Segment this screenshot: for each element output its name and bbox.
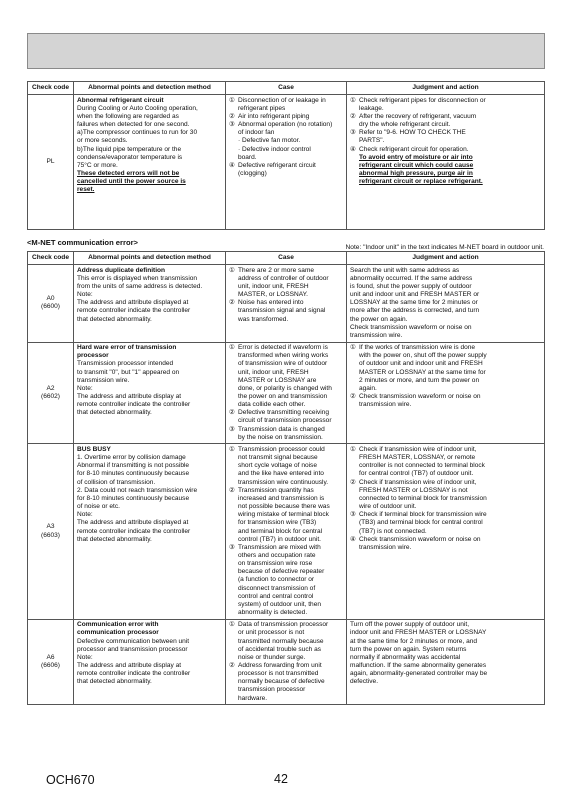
table-header-row <box>28 82 545 95</box>
action-item: ④ Check refrigerant circuit for operation. <box>350 145 469 153</box>
case-list <box>229 344 343 442</box>
action-item: ① Check if transmission wire of indoor unit, FRESH MASTER, LOSSNAY, or remote controller is not connected to terminal block for central control (TB7) of outdoor unit. <box>350 445 485 478</box>
check-code: A6 (6606) <box>28 619 74 705</box>
case-item: ① There are 2 or more same address of controller of outdoor unit, indoor unit, FRESH MASTER, or LOSSNAY. <box>229 266 329 299</box>
action-item: ② After the recovery of refrigerant, vacuum dry the whole refrigerant circuit. <box>350 112 477 129</box>
case-list <box>229 446 343 617</box>
method-body: Defective communication between unit processor and transmission processor Note: The address and attribute display at remote controller indicate the controller that detected abnormality. <box>77 637 191 686</box>
case-item: ① Error is detected if waveform is transformed when wiring works of transmission wire of outdoor unit, indoor unit, FRESH MASTER or LOSSNAY are done, or polarity is changed with the power on and transmission data collide each other. <box>229 344 332 409</box>
case-item: ① Disconnection of or leakage in refrigerant pipes <box>229 96 326 112</box>
section-title: <M-NET communication error> <box>27 238 138 247</box>
header-band <box>27 33 545 69</box>
method-title: BUS BUSY <box>77 445 111 453</box>
method-body: During Cooling or Auto Cooling operation, when the following are regarded as failures when detected for one second. a)The compressor continues to run for 30 or more seconds. b)The liquid pipe temperature or the condense/evaporator temperature is 75°C or more. <box>77 104 198 169</box>
case-item: ① Data of transmission processor or unit processor is not transmitted normally because of accidental trouble such as noise or thunder surge. <box>229 621 329 661</box>
header-case: Case <box>226 82 347 95</box>
case-item: ④ Defective refrigerant circuit (clogging) <box>229 161 316 178</box>
action-text: Turn off the power supply of outdoor unit, indoor unit and FRESH MASTER or LOSSNAY at the same time for 2 minutes or more, and turn the power on again. System returns normally if abnormality was accidental malfunction. If the same abnormality generates again, abnormality-generated controller may be defective. <box>350 621 488 686</box>
case-item: ③ Transmission data is changed by the noise on transmission. <box>229 425 325 441</box>
method-title: Hard ware error of transmission processor <box>77 344 177 360</box>
method-warning: These detected errors will not be cancelled until the power source is reset. <box>77 170 186 194</box>
pl-error-table <box>27 81 545 230</box>
method-body: Transmission processor intended to transmit "0", but "1" appeared on transmission wire. Note: The address and attribute display at remote controller indicate the controller that detected abnormality. <box>77 360 191 417</box>
action-item: ① Check refrigerant pipes for disconnection or leakage. <box>350 96 486 112</box>
header-judgment: Judgment and action <box>347 252 545 265</box>
method-body: This error is displayed when transmission from the units of same address is detected. Note: The address and attribute displayed at remote controller indicate the controller that detected abnormality. <box>77 274 203 323</box>
section-note: Note: "Indoor unit" in the text indicates M-NET board in outdoor unit. <box>345 244 544 251</box>
page-number: 42 <box>274 772 288 786</box>
case-item: ② Address forwarding from unit processor is not transmitted normally because of defective transmission processor hardware. <box>229 662 325 702</box>
method-title: Address duplicate definition <box>77 266 166 274</box>
method-title: Abnormal refrigerant circuit <box>77 96 164 104</box>
table-header-row <box>28 252 545 265</box>
mnet-error-table <box>27 251 545 705</box>
action-item: ② Check transmission waveform or noise on transmission wire. <box>350 393 481 409</box>
case-list <box>229 621 343 703</box>
action-list <box>350 344 541 409</box>
header-check-code: Check code <box>28 252 74 265</box>
case-item: ② Transmission quantity has increased and transmission is not possible because there was wiring mistake of terminal block for transmission wire (TB3) and terminal block for central control (TB7) in outdoor unit. <box>229 486 330 543</box>
action-item: ② Check if transmission wire of indoor unit, FRESH MASTER or LOSSNAY is not connected to terminal block for transmission wire of outdoor unit. <box>350 478 487 511</box>
method-title: Communication error with communication processor <box>77 621 159 637</box>
method-cell <box>74 619 226 705</box>
header-judgment: Judgment and action <box>347 82 545 95</box>
case-list <box>229 267 343 324</box>
table-row-a2 <box>28 342 545 444</box>
case-cell <box>226 342 347 444</box>
check-code: PL <box>28 95 74 230</box>
header-method: Abnormal points and detection method <box>74 82 226 95</box>
model-number: OCH670 <box>46 773 95 787</box>
action-warning: To avoid entry of moisture or air into refrigerant circuit which could cause abnormal high pressure, purge air in refrigerant circuit or replace refrigerant. <box>359 153 483 186</box>
method-cell <box>74 342 226 444</box>
method-cell <box>74 95 226 230</box>
case-cell <box>226 265 347 342</box>
check-code: A2 (6602) <box>28 342 74 444</box>
case-cell <box>226 95 347 230</box>
action-list <box>350 446 541 552</box>
judgment-cell <box>347 342 545 444</box>
case-item: ② Defective transmitting receiving circuit of transmission processor <box>229 409 332 425</box>
action-item: ④ Check transmission waveform or noise on transmission wire. <box>350 535 481 551</box>
table-row-pl <box>28 95 545 230</box>
judgment-cell <box>347 444 545 619</box>
case-cell <box>226 619 347 705</box>
table-row-a6 <box>28 619 545 705</box>
case-list <box>229 97 343 179</box>
case-item: ② Noise has entered into transmission signal and signal was transformed. <box>229 299 326 323</box>
method-cell <box>74 265 226 342</box>
method-cell <box>74 444 226 619</box>
case-cell <box>226 444 347 619</box>
judgment-cell <box>347 95 545 230</box>
action-text: Search the unit with same address as abnormality occurred. If the same address is found, shut the power supply of outdoor unit and indoor unit and FRESH MASTER or LOSSNAY at the same time for 2 minutes or more after the address is corrected, and turn the power on again. Check transmission waveform or noise on transmission wire. <box>350 266 480 339</box>
case-item: ③ Transmission are mixed with others and occupation rate on transmission wire rose because of defective repeater (a function to connector or disconnect transmission of control and central control system) of outdoor unit, then abnormality is detected. <box>229 543 325 617</box>
case-item: ① Transmission processor could not transmit signal because short cycle voltage of noise and the like have entered into transmission wire continuously. <box>229 445 329 486</box>
case-item: ③ Abnormal operation (no rotation) of indoor fan · Defective fan motor. · Defective indoor control board. <box>229 121 333 161</box>
header-check-code: Check code <box>28 82 74 95</box>
action-item: ③ Refer to "9-6. HOW TO CHECK THE PARTS". <box>350 129 466 145</box>
case-item: ② Air into refrigerant piping <box>229 112 310 120</box>
action-item: ① If the works of transmission wire is done with the power on, shut off the power supply of outdoor unit and indoor unit and FRESH MASTER or LOSSNAY at the same time for 2 minutes or more, and turn the power on again. <box>350 344 487 392</box>
header-case: Case <box>226 252 347 265</box>
table-row-a0 <box>28 265 545 342</box>
check-code: A0 (6600) <box>28 265 74 342</box>
header-method: Abnormal points and detection method <box>74 252 226 265</box>
judgment-cell <box>347 619 545 705</box>
action-list <box>350 97 541 154</box>
method-body: 1. Overtime error by collision damage Abnormal if transmitting is not possible for 8-10 minutes continuously because of collision of transmission. 2. Data could not reach transmission wire for 8-10 minutes continuously because of noise or etc. Note: The address and attribute displayed at remote controller indicate the controller that detected abnormality. <box>77 454 198 543</box>
judgment-cell <box>347 265 545 342</box>
action-item: ③ Check if terminal block for transmission wire (TB3) and terminal block for central control (TB7) is not connected. <box>350 511 487 535</box>
table-row-a3 <box>28 444 545 619</box>
check-code: A3 (6603) <box>28 444 74 619</box>
